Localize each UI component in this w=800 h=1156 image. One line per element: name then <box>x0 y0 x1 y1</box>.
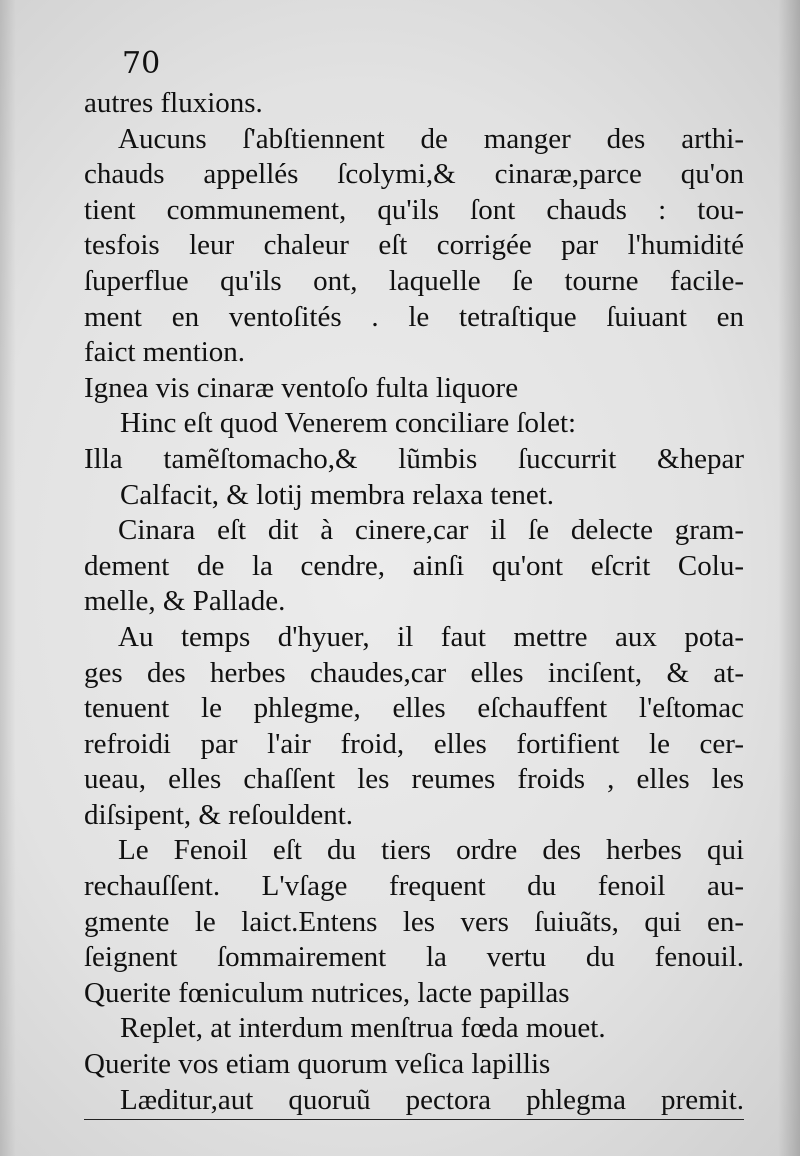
text-line: refroidi par l'air froid, elles fortifient le cer- <box>84 727 744 760</box>
verse-line: Querite vos etiam quorum veſica lapillis <box>84 1048 551 1081</box>
text-line: gmente le laict.Entens les vers ſuiuãts, qui en- <box>84 905 744 938</box>
text-line: faict mention. <box>84 336 246 369</box>
page-number: 70 <box>122 46 161 81</box>
page-shadow-left <box>0 0 16 1156</box>
text-line: Aucuns ſ'abſtiennent de manger des arthi- <box>118 122 744 155</box>
verse-line: Querite fœniculum nutrices, lacte papillas <box>84 976 570 1009</box>
verse-line: Replet, at interdum menſtrua fœda mouet. <box>120 1012 606 1045</box>
text-line: Le Fenoil eſt du tiers ordre des herbes qui <box>118 834 744 867</box>
text-line: chauds appellés ſcolymi,& cinaræ,parce qu'on <box>84 158 744 191</box>
text-line: Au temps d'hyuer, il faut mettre aux pota- <box>118 620 744 653</box>
text-line: autres fluxions. <box>84 87 263 119</box>
text-line: Cinara eſt dit à cinere,car il ſe delecte gram- <box>118 514 744 547</box>
verse-line: Calfacit, & lotij membra relaxa tenet. <box>120 478 555 511</box>
page-text <box>84 86 744 1120</box>
text-line: ſuperflue qu'ils ont, laquelle ſe tourne facile- <box>84 264 744 297</box>
text-line: ſeignent ſommairement la vertu du fenouil. <box>84 941 744 974</box>
verse-line: Ignea vis cinaræ ventoſo fulta liquore <box>84 371 519 404</box>
text-line: tient communement, qu'ils ſont chauds : tou- <box>84 193 744 226</box>
text-line: melle, & Pallade. <box>84 585 286 618</box>
text-line: ges des herbes chaudes,car elles inciſent, & at- <box>84 656 744 689</box>
verse-line: Hinc eſt quod Venerem conciliare ſolet: <box>120 407 577 440</box>
text-line: ment en ventoſités . le tetraſtique ſuiuant en <box>84 300 744 333</box>
text-line: diſsipent, & reſouldent. <box>84 798 354 831</box>
text-line: tesfois leur chaleur eſt corrigée par l'humidité <box>84 229 744 262</box>
page-shadow-right <box>778 0 800 1156</box>
verse-line: Illa tamẽſtomacho,& lũmbis ſuccurrit &hepar <box>84 442 744 475</box>
text-line: dement de la cendre, ainſi qu'ont eſcrit Colu- <box>84 549 744 582</box>
verse-line: Læditur,aut quoruũ pectora phlegma premit. <box>84 1083 744 1121</box>
text-line: ueau, elles chaſſent les reumes froids , elles les <box>84 763 744 796</box>
text-line: rechauſſent. L'vſage frequent du fenoil au- <box>84 870 744 903</box>
text-line: tenuent le phlegme, elles eſchauffent l'eſtomac <box>84 692 744 725</box>
